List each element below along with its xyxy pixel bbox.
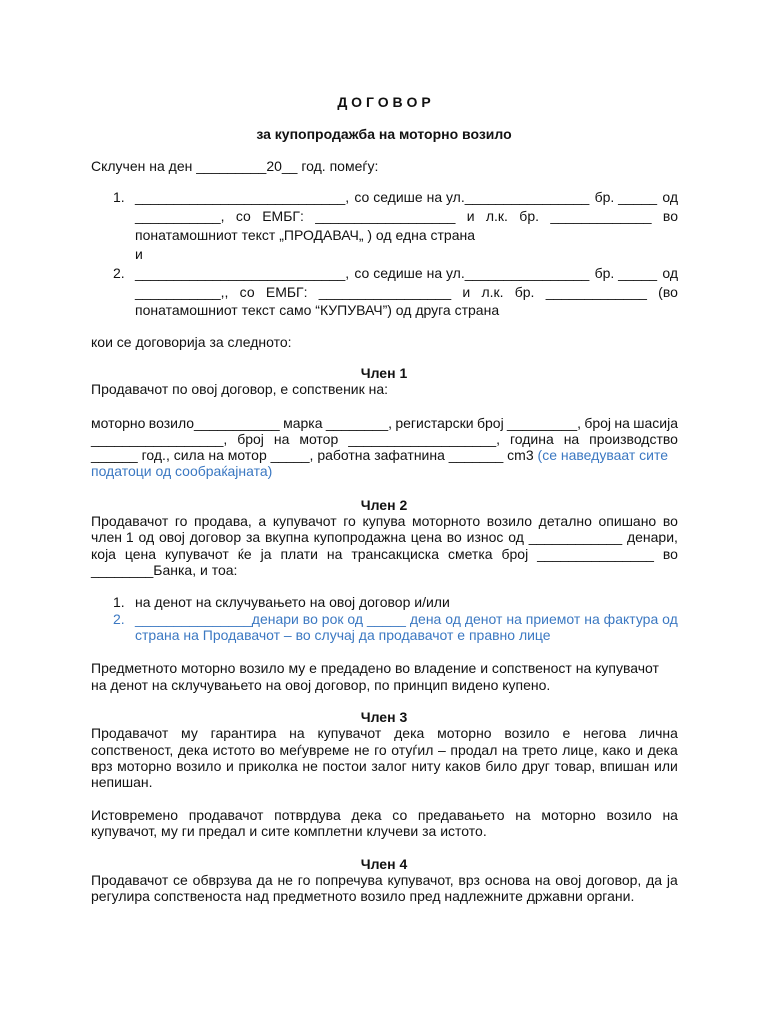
clause2-line2	[91, 528, 678, 546]
word: не	[277, 872, 293, 888]
word: возило	[486, 513, 533, 529]
word: не	[354, 742, 370, 758]
option2-number: 2.	[113, 611, 125, 627]
word: износ	[466, 529, 504, 545]
word: цена	[410, 529, 442, 545]
word: со	[239, 284, 255, 300]
word: купувачот	[317, 725, 382, 741]
option1-text: на денот на склучувањето на овој договор и/или	[135, 594, 450, 610]
party1-line4: и	[135, 246, 143, 262]
word: од	[508, 529, 524, 545]
word: во	[259, 742, 275, 758]
word: мотор	[299, 431, 339, 447]
word: попречува	[315, 872, 383, 888]
word: купопродажна	[313, 529, 406, 545]
word: обврзува	[192, 872, 252, 888]
party2-line2	[135, 283, 678, 301]
word: го	[374, 742, 387, 758]
word: ја	[260, 546, 272, 562]
word: овој	[555, 872, 582, 888]
word: овој	[158, 529, 185, 545]
word: гарантира	[210, 725, 277, 741]
word: од	[138, 529, 155, 545]
word: моторното	[412, 513, 481, 529]
party1-line1	[135, 188, 678, 206]
party2-line1	[135, 264, 678, 282]
party1-number: 1.	[113, 189, 125, 205]
word: број	[584, 415, 612, 431]
word: _________________	[318, 284, 452, 300]
word: ќе	[237, 546, 252, 562]
word: возило	[176, 758, 222, 774]
word: возило	[606, 807, 652, 823]
clause4-heading: Член 4	[360, 856, 408, 872]
clause2-line4: ________Банка, и тоа:	[91, 562, 238, 578]
word: Истовремено	[91, 807, 179, 823]
word: и	[462, 284, 471, 300]
word: сопственост,	[91, 742, 174, 758]
word: врз	[91, 758, 113, 774]
word: ___________,,	[135, 284, 229, 300]
word: сметка	[447, 546, 493, 562]
word: ___________________,	[348, 431, 501, 447]
word: основа	[484, 872, 531, 888]
word: која	[91, 546, 116, 562]
word: на	[289, 725, 305, 741]
clause3-line4: непишан.	[91, 774, 153, 790]
word: постои	[322, 758, 367, 774]
word: впишан	[599, 758, 650, 774]
word: на	[506, 611, 522, 627]
word: го	[343, 513, 356, 529]
word: продал	[450, 742, 498, 758]
word: на	[662, 807, 678, 823]
word: во	[662, 513, 678, 529]
word: Продавачот	[91, 513, 169, 529]
word: бр.	[519, 208, 539, 224]
word: ЕМБГ:	[265, 284, 308, 300]
word: бр. _____	[594, 265, 658, 281]
clause1-line4: податоци од сообраќајната)	[91, 463, 273, 479]
word: ниту	[411, 758, 441, 774]
word: шасија	[633, 415, 678, 431]
word: дена	[409, 611, 442, 627]
word: од	[445, 611, 461, 627]
word: во	[662, 208, 678, 224]
word: друг	[521, 758, 550, 774]
word: да	[646, 872, 663, 888]
word: л.к.	[485, 208, 508, 224]
word: продавачот	[188, 807, 264, 823]
word: на	[614, 415, 630, 431]
word: _______________денари	[135, 611, 299, 627]
party1-line2	[135, 207, 678, 225]
word: моторно	[117, 758, 172, 774]
word: моторно	[437, 725, 492, 741]
option1-number: 1.	[113, 594, 125, 610]
word: товар,	[554, 758, 596, 774]
word: на	[584, 611, 600, 627]
word: приколка	[238, 758, 298, 774]
word: трето	[522, 742, 558, 758]
word: ЕМБГ:	[262, 208, 304, 224]
word: на	[501, 742, 518, 758]
word: приемот	[525, 611, 581, 627]
word: врз	[458, 872, 480, 888]
word: го	[174, 513, 188, 529]
intro-line: Склучен на ден _________20__ год. помеѓу:	[91, 158, 379, 174]
word: година	[509, 431, 554, 447]
word: со	[392, 807, 408, 823]
word: дека	[394, 725, 425, 741]
clause2-para2-line2: на денот на склучувањето на овој договор, по принцип видено купено.	[91, 677, 551, 693]
word: рок	[321, 611, 344, 627]
clause3-para2-line2: купувачот, му ги предал и сите комплетни клучеви за истото.	[91, 823, 487, 839]
word: ја	[666, 872, 678, 888]
word: и	[226, 758, 234, 774]
word: лице,	[562, 742, 598, 758]
clause1-para1: Продавачот по овој договор, е сопственик на:	[91, 381, 389, 397]
word: на	[563, 431, 580, 447]
word: да	[256, 872, 273, 888]
word: предавањето	[417, 807, 505, 823]
word: производство	[589, 431, 678, 447]
word: во	[302, 611, 318, 627]
word: трансакциска	[351, 546, 440, 562]
word: Продавачот	[91, 725, 169, 741]
party2-line3: понатамошниот текст само “КУПУВАЧ”) од друга страна	[135, 302, 500, 318]
word: со седише на ул.________________	[354, 265, 590, 281]
word: или	[654, 758, 678, 774]
word: денари,	[626, 529, 678, 545]
clause3-heading: Член 3	[360, 709, 408, 725]
word: купува	[362, 513, 406, 529]
word: број	[476, 415, 504, 431]
word: потврдува	[274, 807, 341, 823]
word: е	[562, 725, 571, 741]
word: на	[515, 807, 531, 823]
document-subtitle: за купопродажба на моторно возило	[256, 126, 512, 142]
word: му	[181, 725, 198, 741]
word: со	[235, 208, 251, 224]
word: член 1	[91, 529, 134, 545]
word: плати	[280, 546, 318, 562]
clause3-line1	[91, 724, 678, 742]
word: купувачот	[165, 546, 229, 562]
word: од	[662, 611, 678, 627]
word: ________,	[325, 415, 393, 431]
word: ____________	[528, 529, 623, 545]
clause2-heading: Член 2	[360, 497, 408, 513]
word: (во	[658, 284, 678, 300]
word: _____________	[550, 208, 652, 224]
option2-line2: страна на Продавачот – во случај да продавачот е правно лице	[135, 627, 551, 643]
clause1-heading: Член 1	[360, 365, 408, 381]
word: со седише на ул.________________	[354, 189, 590, 205]
word: се	[173, 872, 188, 888]
word: _________,	[507, 415, 581, 431]
word: во	[662, 546, 678, 562]
word: за	[245, 529, 261, 545]
word: ___________________________,	[135, 189, 350, 205]
clause1-note: (се наведуваат сите	[537, 447, 669, 463]
word: купувачот,	[387, 872, 454, 888]
word: отуѓил	[391, 742, 434, 758]
word: ___________,	[135, 208, 225, 224]
clause4-line2: регулира сопственоста над предметното возило пред надлежните државни органи.	[91, 888, 635, 904]
word: возило	[504, 725, 550, 741]
clause1-line3-text: ______ год., сила на мотор _____, работна зафатнина _______ cm3	[91, 447, 538, 463]
word: залог	[371, 758, 407, 774]
word: денот	[464, 611, 503, 627]
word: го	[297, 872, 311, 888]
word: детално	[538, 513, 592, 529]
word: а	[258, 513, 267, 529]
word: _______________	[537, 546, 654, 562]
word: возило___________	[148, 415, 280, 431]
clause2-para2-line1: Предметното моторно возило му е предадено во владение и сопственост на купувачот	[91, 660, 659, 676]
word: од	[347, 611, 364, 627]
word: цена	[124, 546, 157, 562]
word: вкупна	[264, 529, 309, 545]
word: купувачот	[272, 513, 337, 529]
party1-line3: понатамошниот текст „ПРОДАВАЧ„ ) од една страна	[135, 227, 476, 243]
word: опишано	[598, 513, 657, 529]
word: моторно	[541, 807, 596, 823]
word: меѓувреме	[279, 742, 350, 758]
document-title: Д О Г О В О Р	[337, 94, 431, 110]
word: на	[534, 872, 551, 888]
party2-number: 2.	[113, 265, 125, 281]
word: _____	[367, 611, 406, 627]
word: било	[485, 758, 518, 774]
word: број	[237, 431, 264, 447]
word: __________________	[315, 208, 456, 224]
word: фактура	[603, 611, 659, 627]
word: лична	[639, 725, 678, 741]
word: _____________	[545, 284, 647, 300]
word: како	[602, 742, 631, 758]
word: број	[501, 546, 529, 562]
word: од	[662, 189, 678, 205]
word: на	[273, 431, 290, 447]
word: дека	[647, 742, 678, 758]
word: марка	[283, 415, 323, 431]
word: ___________________________,	[135, 265, 350, 281]
word: договор,	[586, 872, 642, 888]
word: на	[326, 546, 343, 562]
word: дека	[351, 807, 382, 823]
word: Продавачот	[91, 872, 169, 888]
word: моторно	[91, 415, 146, 431]
word: и	[466, 208, 475, 224]
word: негова	[583, 725, 627, 741]
word: договор	[189, 529, 242, 545]
word: бр. _____	[594, 189, 658, 205]
word: бр.	[514, 284, 535, 300]
word: регистарски	[395, 415, 474, 431]
word: во	[446, 529, 462, 545]
word: продава,	[194, 513, 252, 529]
word: –	[438, 742, 446, 758]
word: л.к.	[481, 284, 504, 300]
word: каков	[445, 758, 481, 774]
word: _________________,	[91, 431, 228, 447]
word: од	[662, 265, 678, 281]
agreed-line: кои се договорија за следното:	[91, 334, 292, 350]
word: истото	[212, 742, 256, 758]
word: не	[302, 758, 318, 774]
word: и	[635, 742, 644, 758]
word: дека	[177, 742, 209, 758]
